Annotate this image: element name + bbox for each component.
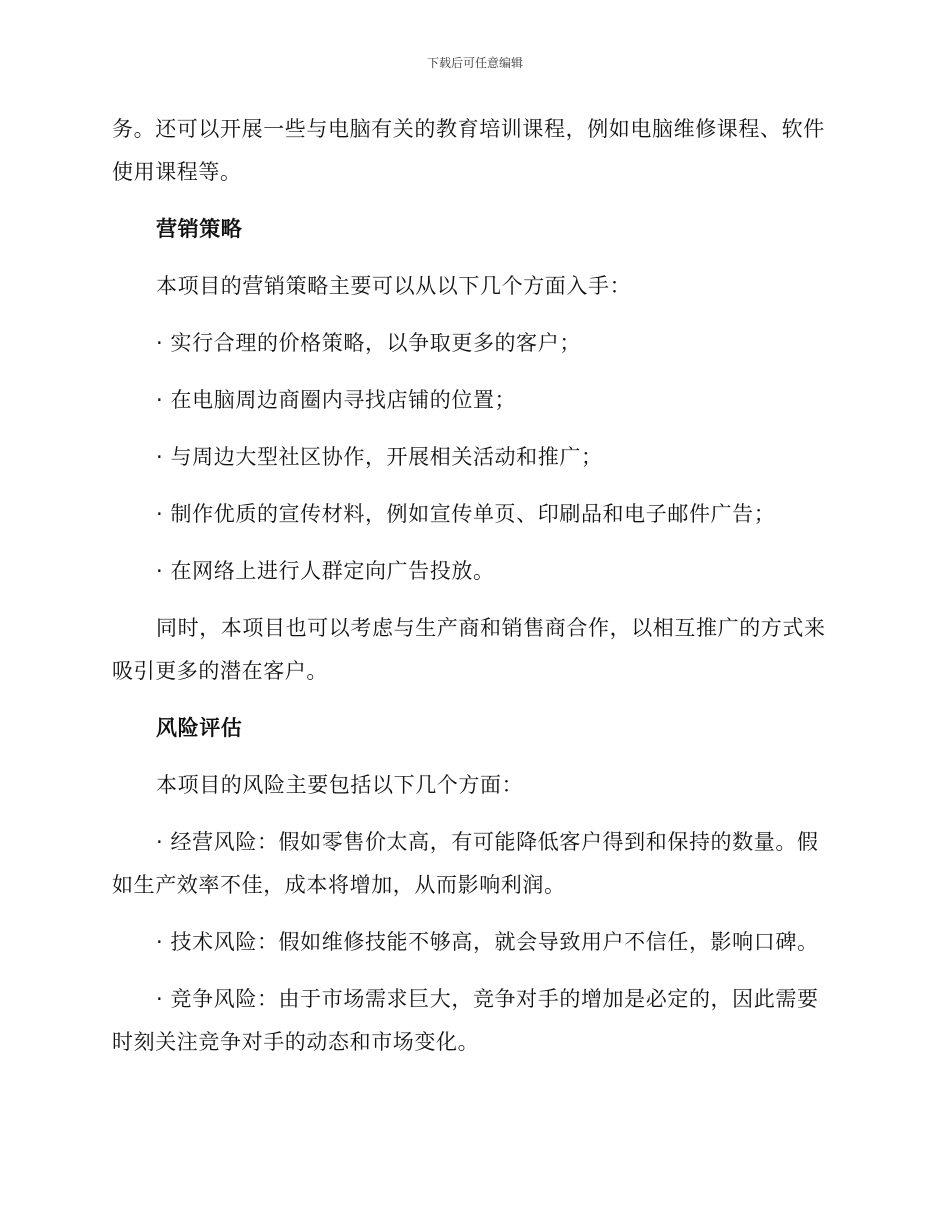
page-header: 下载后可任意编辑: [426, 56, 523, 70]
risk-intro: 本项目的风险主要包括以下几个方面：: [156, 773, 524, 797]
marketing-bullet: · 与周边大型社区协作，开展相关活动和推广；: [156, 445, 603, 469]
section-heading-risk: 风险评估: [156, 716, 243, 740]
document-body: [112, 108, 832, 1064]
risk-bullet: · 经营风险：假如零售价太高，有可能降低客户得到和保持的数量。假如生产效率不佳，成本将增加，从而影响利润。: [112, 830, 819, 897]
marketing-bullet: · 在网络上进行人群定向广告投放。: [156, 559, 495, 583]
risk-bullet: · 技术风险：假如维修技能不够高，就会导致用户不信任，影响口碑。: [156, 930, 819, 954]
marketing-bullet: · 在电脑周边商圈内寻找店铺的位置；: [156, 388, 517, 412]
section-heading-marketing: 营销策略: [156, 217, 243, 241]
intro-continuation: 务。还可以开展一些与电脑有关的教育培训课程，例如电脑维修课程、软件使用课程等。: [112, 117, 825, 184]
marketing-bullet: · 制作优质的宣传材料，例如宣传单页、印刷品和电子邮件广告；: [156, 502, 776, 526]
marketing-bullet: · 实行合理的价格策略，以争取更多的客户；: [156, 331, 581, 355]
marketing-intro: 本项目的营销策略主要可以从以下几个方面入手：: [156, 274, 632, 298]
risk-bullet: · 竞争风险：由于市场需求巨大，竞争对手的增加是必定的，因此需要时刻关注竞争对手的动态和市场变化。: [112, 987, 819, 1054]
marketing-closing: 同时，本项目也可以考虑与生产商和销售商合作，以相互推广的方式来吸引更多的潜在客户。: [112, 616, 826, 683]
